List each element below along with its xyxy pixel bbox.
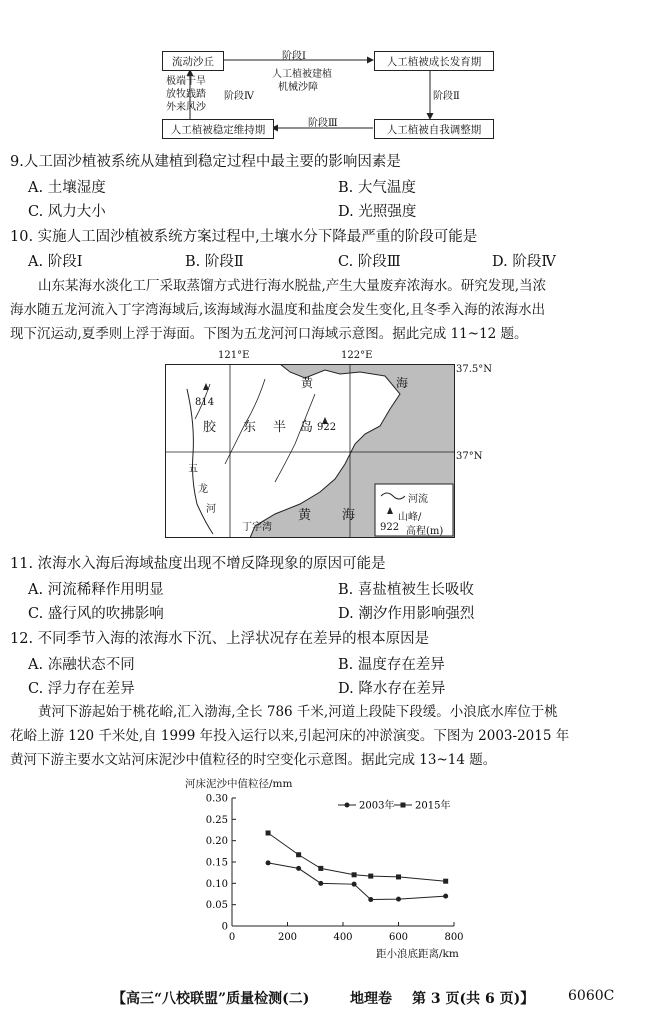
data-point-2003年 <box>318 881 323 886</box>
q10-stem: 10. 实施人工固沙植被系统方案过程中,土壤水分下降最严重的阶段可能是 <box>10 229 478 245</box>
map-label-dong: 东 <box>243 420 257 435</box>
map-lon-122: 122°E <box>341 350 373 361</box>
passage-desalination <box>10 274 636 346</box>
y-tick-label: 0.15 <box>205 857 228 869</box>
data-point-2015年 <box>266 830 271 835</box>
q12-option-a: A. 冻融状态不同 <box>28 657 135 673</box>
q10-option-d: D. 阶段Ⅳ <box>492 254 556 270</box>
data-point-2003年 <box>443 894 448 899</box>
q12-option-b: B. 温度存在差异 <box>338 657 445 673</box>
data-point-2015年 <box>396 874 401 879</box>
footer-page: 第 3 页(共 6 页)】 <box>412 991 535 1007</box>
y-tick-label: 0.05 <box>205 900 228 912</box>
x-tick-label: 800 <box>444 932 464 943</box>
series-line-2003年 <box>268 863 446 900</box>
map-yellow-sea-2: 海 <box>342 508 356 523</box>
data-point-2015年 <box>318 866 323 871</box>
legend-peak-elev: 高程(m) <box>406 526 444 537</box>
data-point-2015年 <box>352 872 357 877</box>
map-peak-814: 814 <box>195 397 215 408</box>
q11-option-d: D. 潮汐作用影响强烈 <box>338 606 475 622</box>
q12-option-d: D. 降水存在差异 <box>338 681 446 697</box>
sediment-line-chart <box>180 788 480 958</box>
footer-subject: 地理卷 <box>350 991 392 1007</box>
flow-diagram <box>160 48 500 143</box>
map-label-huang-north: 黄 <box>301 376 314 390</box>
map-peak-922: 922 <box>317 422 337 433</box>
stage3-label: 阶段Ⅲ <box>308 118 338 129</box>
map-bay-label: 丁字湾 <box>242 522 272 533</box>
legend-marker-2003年 <box>345 803 350 808</box>
y-tick-label: 0.25 <box>205 814 228 826</box>
flow-box-stable: 人工植被稳定维持期 <box>162 119 274 139</box>
footer-code: 6060C <box>568 988 615 1004</box>
x-tick-label: 400 <box>333 932 353 943</box>
stage2-label: 阶段Ⅱ <box>433 91 460 102</box>
x-tick-label: 200 <box>277 932 298 943</box>
stage4-note1: 极端干旱 <box>166 76 206 87</box>
stage1-note2: 机械沙障 <box>278 82 318 93</box>
y-tick-label: 0.10 <box>205 878 228 890</box>
stage4-note3: 外来风沙 <box>166 102 206 113</box>
legend-peak: 山峰/ <box>398 512 422 523</box>
passage-yellow-river <box>10 700 636 772</box>
legend-river: 河流 <box>408 494 428 505</box>
q9-option-d: D. 光照强度 <box>338 204 417 220</box>
flow-box-adjust: 人工植被自我调整期 <box>374 119 494 139</box>
map-yellow-sea-1: 黄 <box>298 508 312 523</box>
passage3-line3: 黄河下游主要水文站河床泥沙中值粒径的时空变化示意图。据此完成 13~14 题。 <box>10 752 497 768</box>
footer-exam-title: 【高三“八校联盟”质量检测(二) <box>112 991 310 1007</box>
map-river-char3: 河 <box>206 504 216 515</box>
stage1-label: 阶段Ⅰ <box>282 51 306 62</box>
q10-option-b: B. 阶段Ⅱ <box>185 254 244 270</box>
map-label-hai-north: 海 <box>396 376 409 390</box>
map-river-char1: 五 <box>188 464 198 475</box>
data-point-2003年 <box>266 860 271 865</box>
q11-option-c: C. 盛行风的吹拂影响 <box>28 606 164 622</box>
y-tick-label: 0.20 <box>205 836 228 848</box>
flow-box-growth: 人工植被成长发育期 <box>374 51 494 71</box>
data-point-2003年 <box>396 897 401 902</box>
q11-stem: 11. 浓海水入海后海域盐度出现不增反降现象的原因可能是 <box>10 556 386 572</box>
data-point-2003年 <box>352 882 357 887</box>
passage2-line1: 山东某海水淡化工厂采取蒸馏方式进行海水脱盐,产生大量废弃浓海水。研究发现,当浓 <box>38 278 547 294</box>
data-point-2003年 <box>368 897 373 902</box>
data-point-2015年 <box>443 879 448 884</box>
data-point-2003年 <box>296 866 301 871</box>
stage4-note2: 放牧践踏 <box>166 89 206 100</box>
x-tick-label: 600 <box>388 932 409 943</box>
passage2-line3: 现下沉运动,夏季则上浮于海面。下图为五龙河河口海域示意图。据此完成 11~12 题。 <box>10 326 528 342</box>
q12-stem: 12. 不同季节入海的浓海水下沉、上浮状况存在差异的根本原因是 <box>10 631 430 647</box>
data-point-2015年 <box>296 852 301 857</box>
passage3-line2: 花峪上游 120 千米处,自 1999 年投入运行以来,引起河床的冲淤演变。下图为 2003-2015 年 <box>10 728 570 744</box>
q9-option-c: C. 风力大小 <box>28 204 106 220</box>
chart-xlabel: 距小浪底距离/km <box>376 948 459 960</box>
map-river-char2: 龙 <box>198 484 208 495</box>
q11-option-b: B. 喜盐植被生长吸收 <box>338 582 474 598</box>
passage2-line2: 海水随五龙河流入丁字湾海域后,该海域海水温度和盐度会发生变化,且冬季入海的浓海水出 <box>10 302 546 318</box>
wulong-river-map <box>160 350 500 540</box>
legend-marker-2015年 <box>401 803 406 808</box>
map-label-jiao: 胶 <box>203 420 217 435</box>
map-label-ban: 半 <box>273 420 287 435</box>
q12-option-c: C. 浮力存在差异 <box>28 681 135 697</box>
q10-option-c: C. 阶段Ⅲ <box>338 254 401 270</box>
q9-option-a: A. 土壤湿度 <box>28 180 106 196</box>
legend-label-2003年: 2003年 <box>359 800 395 812</box>
series-line-2015年 <box>268 833 446 881</box>
legend-peak-value: 922 <box>380 522 400 533</box>
chart-ylabel: 河床泥沙中值粒径/mm <box>185 778 293 790</box>
data-point-2015年 <box>368 874 373 879</box>
passage3-line1: 黄河下游起始于桃花峪,汇入渤海,全长 786 千米,河道上段陡下段缓。小浪底水库位于桃 <box>38 704 558 720</box>
map-lat-375: 37.5°N <box>456 364 493 375</box>
y-tick-label: 0.30 <box>205 793 228 805</box>
x-tick-label: 0 <box>228 932 236 943</box>
y-tick-label: 0 <box>221 921 228 933</box>
stage1-note1: 人工植被建植 <box>272 69 332 80</box>
map-lat-37: 37°N <box>456 451 483 462</box>
legend-label-2015年: 2015年 <box>415 800 451 812</box>
q9-option-b: B. 大气温度 <box>338 180 416 196</box>
peak-814-icon <box>203 383 209 390</box>
q10-option-a: A. 阶段Ⅰ <box>28 254 83 270</box>
map-label-dao: 岛 <box>300 420 314 435</box>
q9-stem: 9.人工固沙植被系统从建植到稳定过程中最主要的影响因素是 <box>10 154 401 170</box>
stage4-label: 阶段Ⅳ <box>224 91 254 102</box>
map-lon-121: 121°E <box>218 350 250 361</box>
q11-option-a: A. 河流稀释作用明显 <box>28 582 164 598</box>
flow-box-dunes: 流动沙丘 <box>162 51 224 71</box>
